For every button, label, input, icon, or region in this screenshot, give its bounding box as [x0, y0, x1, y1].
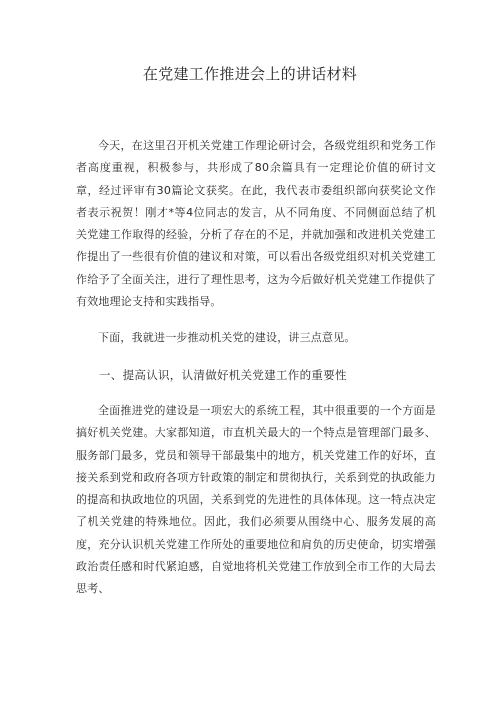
section-heading-one: 一、提高认识，认清做好机关党建工作的重要性 [99, 367, 347, 382]
paragraph-transition: 下面，我就进一步推动机关党的建设，讲三点意见。 [98, 331, 356, 345]
document-body [76, 135, 436, 601]
document-title: 在党建工作推进会上的讲话材料 [142, 65, 358, 83]
paragraph-section-one: 全面推进党的建设是一项宏大的系统工程，其中很重要的一个方面是搞好机关党建。大家都知道，市直机关最大的一个特点是管理部门最多、服务部门最多，党员和领导干部最集中的地方，机关党建工作的好坏，直接关系到党和政府各项方针政策的制定和贯彻执行，关系到党的执政能力的提高和执政地位的巩固，关系到党的先进性的具体体现。这一特点决定了机关党建的特殊地位。因此，我们必须要从围绕中心、服务发展的高度，充分认识机关党建工作所处的重要地位和肩负的历史使命，切实增强政治责任感和时代紧迫感，自觉地将机关党建工作放到全市工作的大局去思考、 [76, 403, 436, 596]
paragraph-opening: 今天，在这里召开机关党建工作理论研讨会，各级党组织和党务工作者高度重视，积极参与，共形成了80余篇具有一定理论价值的研讨文章，经过评审有30篇论文获奖。在此，我代表市委组织部向获奖论文作者表示祝贺！刚才*等4位同志的发言，从不同角度、不同侧面总结了机关党建工作取得的经验，分析了存在的不足，并就加强和改进机关党建工作提出了一些很有价值的建议和对策，可以看出各级党组织对机关党建工作给予了全面关注，进行了理性思考，这为今后做好机关党建工作提供了有效地理论支持和实践指导。 [76, 139, 436, 309]
